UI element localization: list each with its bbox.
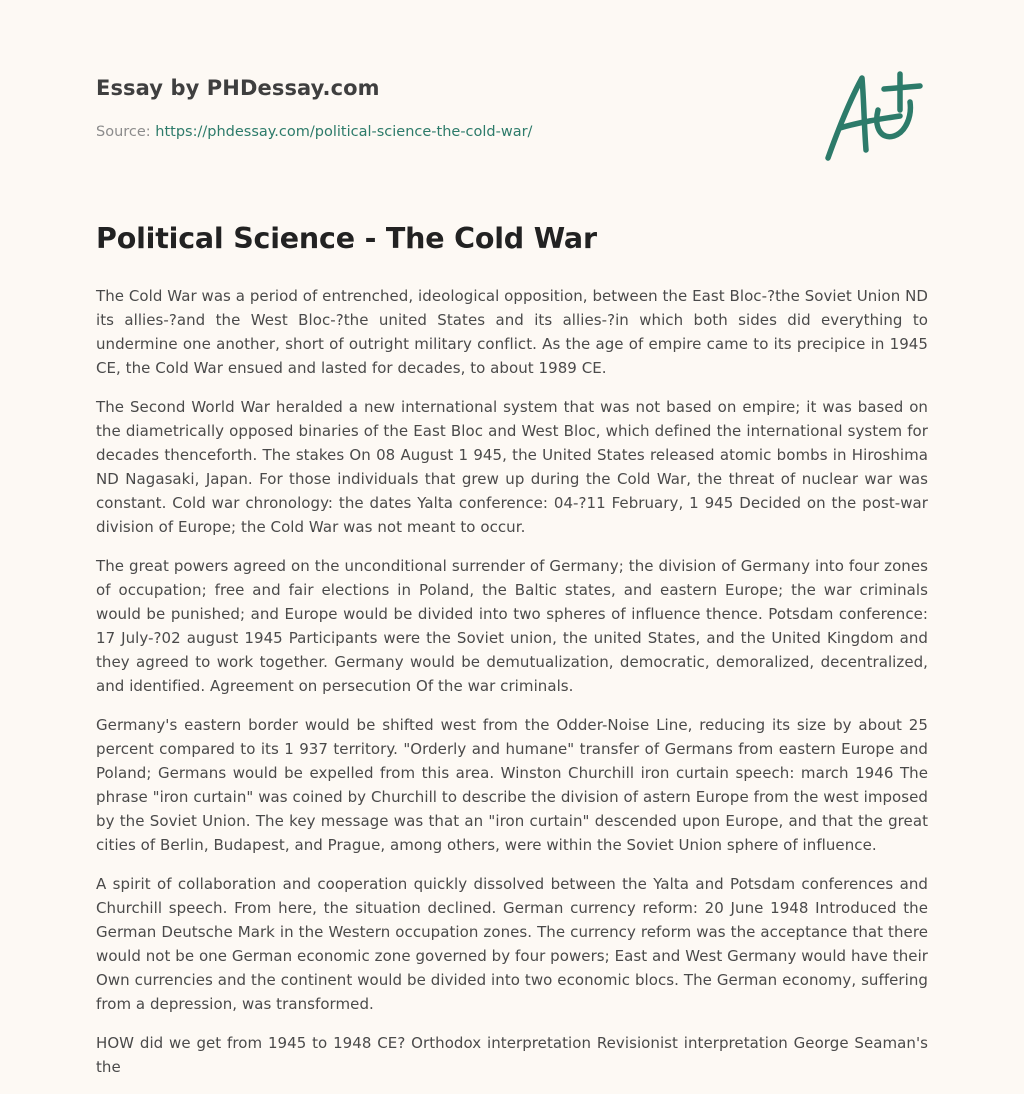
essay-paragraph: Germany's eastern border would be shifted west from the Odder-Noise Line, reducing its size by about 25 percent compared to its 1 937 territory. "Orderly and humane" transfer of Germans from eastern Europe and Poland; Germans would be expelled from this area. Winston Churchill iron curtain speech: march 1946 The phrase "iron curtain" was coined by Churchill to describe the division of astern Europe from the west imposed by the Soviet Union. The key message was that an "iron curtain" descended upon Europe, and that the great cities of Berlin, Budapest, and Prague, among others, were within the Soviet Union sphere of influence.	[96, 716, 928, 854]
a-plus-grade-logo-icon	[820, 66, 930, 166]
essay-paragraph: The Cold War was a period of entrenched, ideological opposition, between the East Bloc-?the Soviet Union ND its allies-?and the West Bloc-?the united States and its allies-?in which both sides did everything to undermine one another, short of outright military conflict. As the age of empire came to its precipice in 1945 CE, the Cold War ensued and lasted for decades, to about 1989 CE.	[96, 287, 928, 377]
source-link[interactable]: https://phdessay.com/political-science-the-cold-war/	[155, 124, 533, 140]
essay-paragraph: The Second World War heralded a new international system that was not based on empire; it was based on the diametrically opposed binaries of the East Bloc and West Bloc, which defined the international system for decades thenceforth. The stakes On 08 August 1 945, the United States released atomic bombs in Hiroshima ND Nagasaki, Japan. For those individuals that grew up during the Cold War, the threat of nuclear war was constant. Cold war chronology: the dates Yalta conference: 04-?11 February, 1 945 Decided on the post-war division of Europe; the Cold War was not meant to occur.	[96, 398, 928, 536]
essay-paragraph: A spirit of collaboration and cooperation quickly dissolved between the Yalta and Potsdam conferences and Churchill speech. From here, the situation declined. German currency reform: 20 June 1948 Introduced the German Deutsche Mark in the Western occupation zones. The currency reform was the acceptance that there would not be one German economic zone governed by four powers; East and West Germany would have their Own currencies and the continent would be divided into two economic blocs. The German economy, suffering from a depression, was transformed.	[96, 875, 928, 1013]
essay-paragraph: HOW did we get from 1945 to 1948 CE? Orthodox interpretation Revisionist interpretation George Seaman's the	[96, 1034, 928, 1076]
brand-title: Essay by PHDessay.com	[96, 76, 380, 100]
source-line	[96, 124, 532, 140]
source-label: Source:	[96, 124, 151, 140]
page-header	[96, 0, 928, 200]
essay-paragraph: The great powers agreed on the unconditional surrender of Germany; the division of Germany into four zones of occupation; free and fair elections in Poland, the Baltic states, and eastern Europe; the war criminals would be punished; and Europe would be divided into two spheres of influence thence. Potsdam conference: 17 July-?02 august 1945 Participants were the Soviet union, the united States, and the United Kingdom and they agreed to work together. Germany would be demutualization, democratic, demoralized, decentralized, and identified. Agreement on persecution Of the war criminals.	[96, 557, 928, 695]
essay-title: Political Science - The Cold War	[96, 222, 597, 255]
essay-body	[96, 284, 928, 1094]
